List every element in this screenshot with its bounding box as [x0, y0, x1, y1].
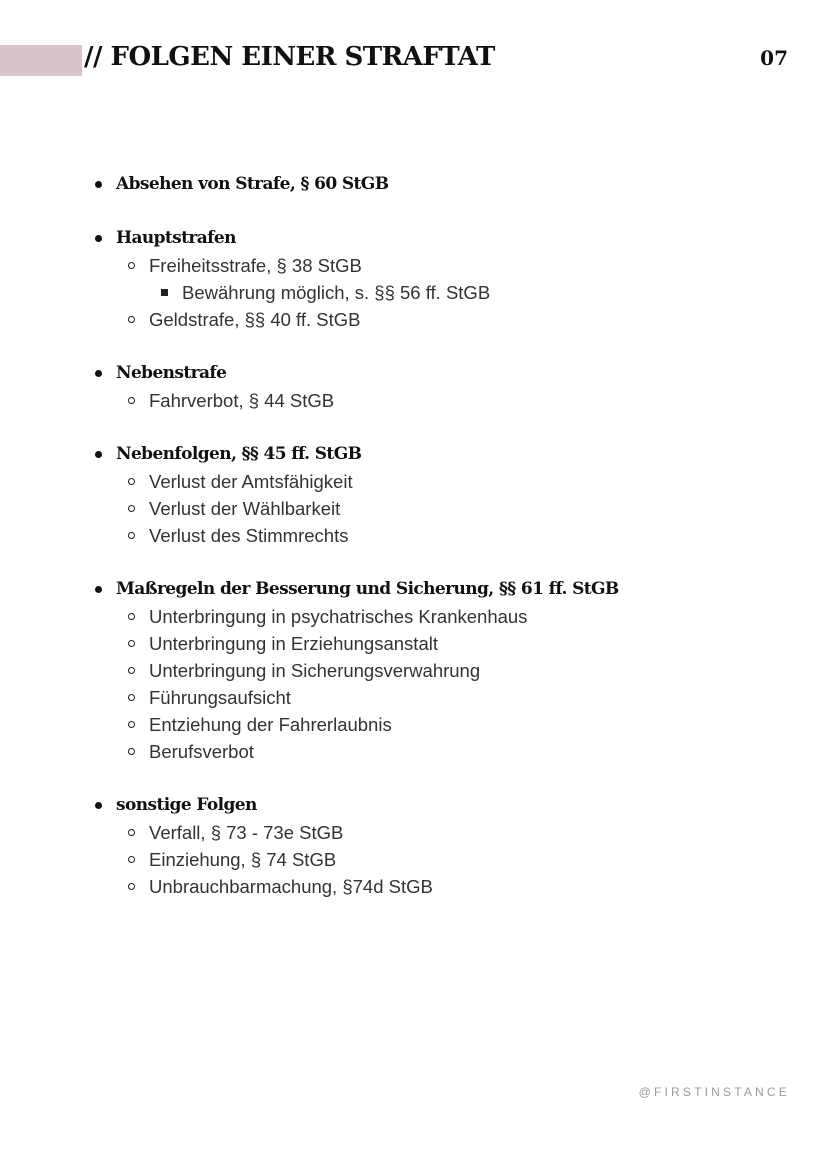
sub-item-label: Fahrverbot, § 44 StGB — [149, 390, 335, 411]
section-heading — [0, 792, 828, 819]
outline-list — [0, 171, 828, 927]
section-heading — [0, 171, 828, 198]
sub-item-row — [0, 495, 828, 522]
sub-list — [0, 468, 828, 549]
header-accent-bar — [0, 45, 82, 76]
sub-item-row — [0, 873, 828, 900]
section-heading-label: Absehen von Strafe, § 60 StGB — [116, 174, 389, 194]
sub-sub-item — [0, 279, 828, 306]
sub-item-row — [0, 819, 828, 846]
section-heading-label: Nebenstrafe — [116, 363, 227, 383]
sub-item — [0, 630, 828, 657]
section-heading-label: Maßregeln der Besserung und Sicherung, §§ 61 ff. StGB — [116, 579, 619, 599]
sub-item — [0, 252, 828, 306]
sub-item-row — [0, 387, 828, 414]
sub-item-row — [0, 657, 828, 684]
sub-sub-item-row — [0, 279, 828, 306]
sub-item — [0, 603, 828, 630]
sub-list — [0, 603, 828, 765]
bullet-disc-icon — [95, 586, 102, 593]
sub-item — [0, 711, 828, 738]
sub-item — [0, 846, 828, 873]
sub-item-label: Berufsverbot — [149, 741, 254, 762]
bullet-circle-icon — [128, 505, 135, 512]
bullet-circle-icon — [128, 532, 135, 539]
sub-item-label: Unterbringung in Erziehungsanstalt — [149, 633, 438, 654]
bullet-circle-icon — [128, 478, 135, 485]
section-heading — [0, 441, 828, 468]
bullet-circle-icon — [128, 721, 135, 728]
page-title: // FOLGEN EINER STRAFTAT — [84, 42, 495, 72]
bullet-circle-icon — [128, 262, 135, 269]
sub-item-label: Verlust des Stimmrechts — [149, 525, 349, 546]
sub-item — [0, 468, 828, 495]
bullet-circle-icon — [128, 829, 135, 836]
sub-item — [0, 522, 828, 549]
sub-item-label: Einziehung, § 74 StGB — [149, 849, 337, 870]
sub-item-row — [0, 468, 828, 495]
page-number: 07 — [760, 46, 788, 70]
sub-item-label: Führungsaufsicht — [149, 687, 291, 708]
sub-item — [0, 387, 828, 414]
sub-item-label: Verfall, § 73 - 73e StGB — [149, 822, 344, 843]
outline-section — [0, 225, 828, 333]
sub-item — [0, 873, 828, 900]
bullet-circle-icon — [128, 316, 135, 323]
bullet-disc-icon — [95, 235, 102, 242]
bullet-disc-icon — [95, 370, 102, 377]
sub-item-label: Verlust der Amtsfähigkeit — [149, 471, 353, 492]
sub-sub-list — [0, 279, 828, 306]
outline-section — [0, 792, 828, 900]
sub-item-row — [0, 738, 828, 765]
sub-item-row — [0, 603, 828, 630]
sub-item-row — [0, 522, 828, 549]
sub-item-label: Entziehung der Fahrerlaubnis — [149, 714, 392, 735]
bullet-circle-icon — [128, 397, 135, 404]
sub-item-row — [0, 684, 828, 711]
bullet-disc-icon — [95, 181, 102, 188]
bullet-circle-icon — [128, 883, 135, 890]
bullet-circle-icon — [128, 748, 135, 755]
bullet-circle-icon — [128, 613, 135, 620]
section-heading — [0, 360, 828, 387]
bullet-disc-icon — [95, 802, 102, 809]
sub-item-row — [0, 846, 828, 873]
sub-item-label: Freiheitsstrafe, § 38 StGB — [149, 255, 362, 276]
sub-item-label: Geldstrafe, §§ 40 ff. StGB — [149, 309, 361, 330]
section-heading-label: Nebenfolgen, §§ 45 ff. StGB — [116, 444, 362, 464]
outline-section — [0, 576, 828, 765]
sub-item — [0, 657, 828, 684]
sub-item-row — [0, 252, 828, 279]
outline-section — [0, 171, 828, 198]
bullet-circle-icon — [128, 640, 135, 647]
sub-item — [0, 306, 828, 333]
bullet-circle-icon — [128, 667, 135, 674]
sub-sub-item-label: Bewährung möglich, s. §§ 56 ff. StGB — [182, 282, 491, 303]
sub-item — [0, 738, 828, 765]
outline-section — [0, 360, 828, 414]
bullet-disc-icon — [95, 451, 102, 458]
sub-item-label: Verlust der Wählbarkeit — [149, 498, 341, 519]
sub-list — [0, 387, 828, 414]
footer-handle: @FIRSTINSTANCE — [638, 1085, 790, 1099]
section-heading — [0, 576, 828, 603]
outline-section — [0, 441, 828, 549]
sub-item-row — [0, 711, 828, 738]
sub-item — [0, 495, 828, 522]
section-heading-label: sonstige Folgen — [116, 795, 257, 815]
sub-item-label: Unterbringung in psychatrisches Krankenhaus — [149, 606, 528, 627]
section-heading — [0, 225, 828, 252]
sub-item-label: Unterbringung in Sicherungsverwahrung — [149, 660, 481, 681]
sub-list — [0, 252, 828, 333]
bullet-circle-icon — [128, 856, 135, 863]
sub-item — [0, 819, 828, 846]
sub-item-label: Unbrauchbarmachung, §74d StGB — [149, 876, 433, 897]
section-heading-label: Hauptstrafen — [116, 228, 236, 248]
bullet-square-icon — [161, 289, 168, 296]
sub-item — [0, 684, 828, 711]
bullet-circle-icon — [128, 694, 135, 701]
sub-item-row — [0, 630, 828, 657]
sub-item-row — [0, 306, 828, 333]
sub-list — [0, 819, 828, 900]
